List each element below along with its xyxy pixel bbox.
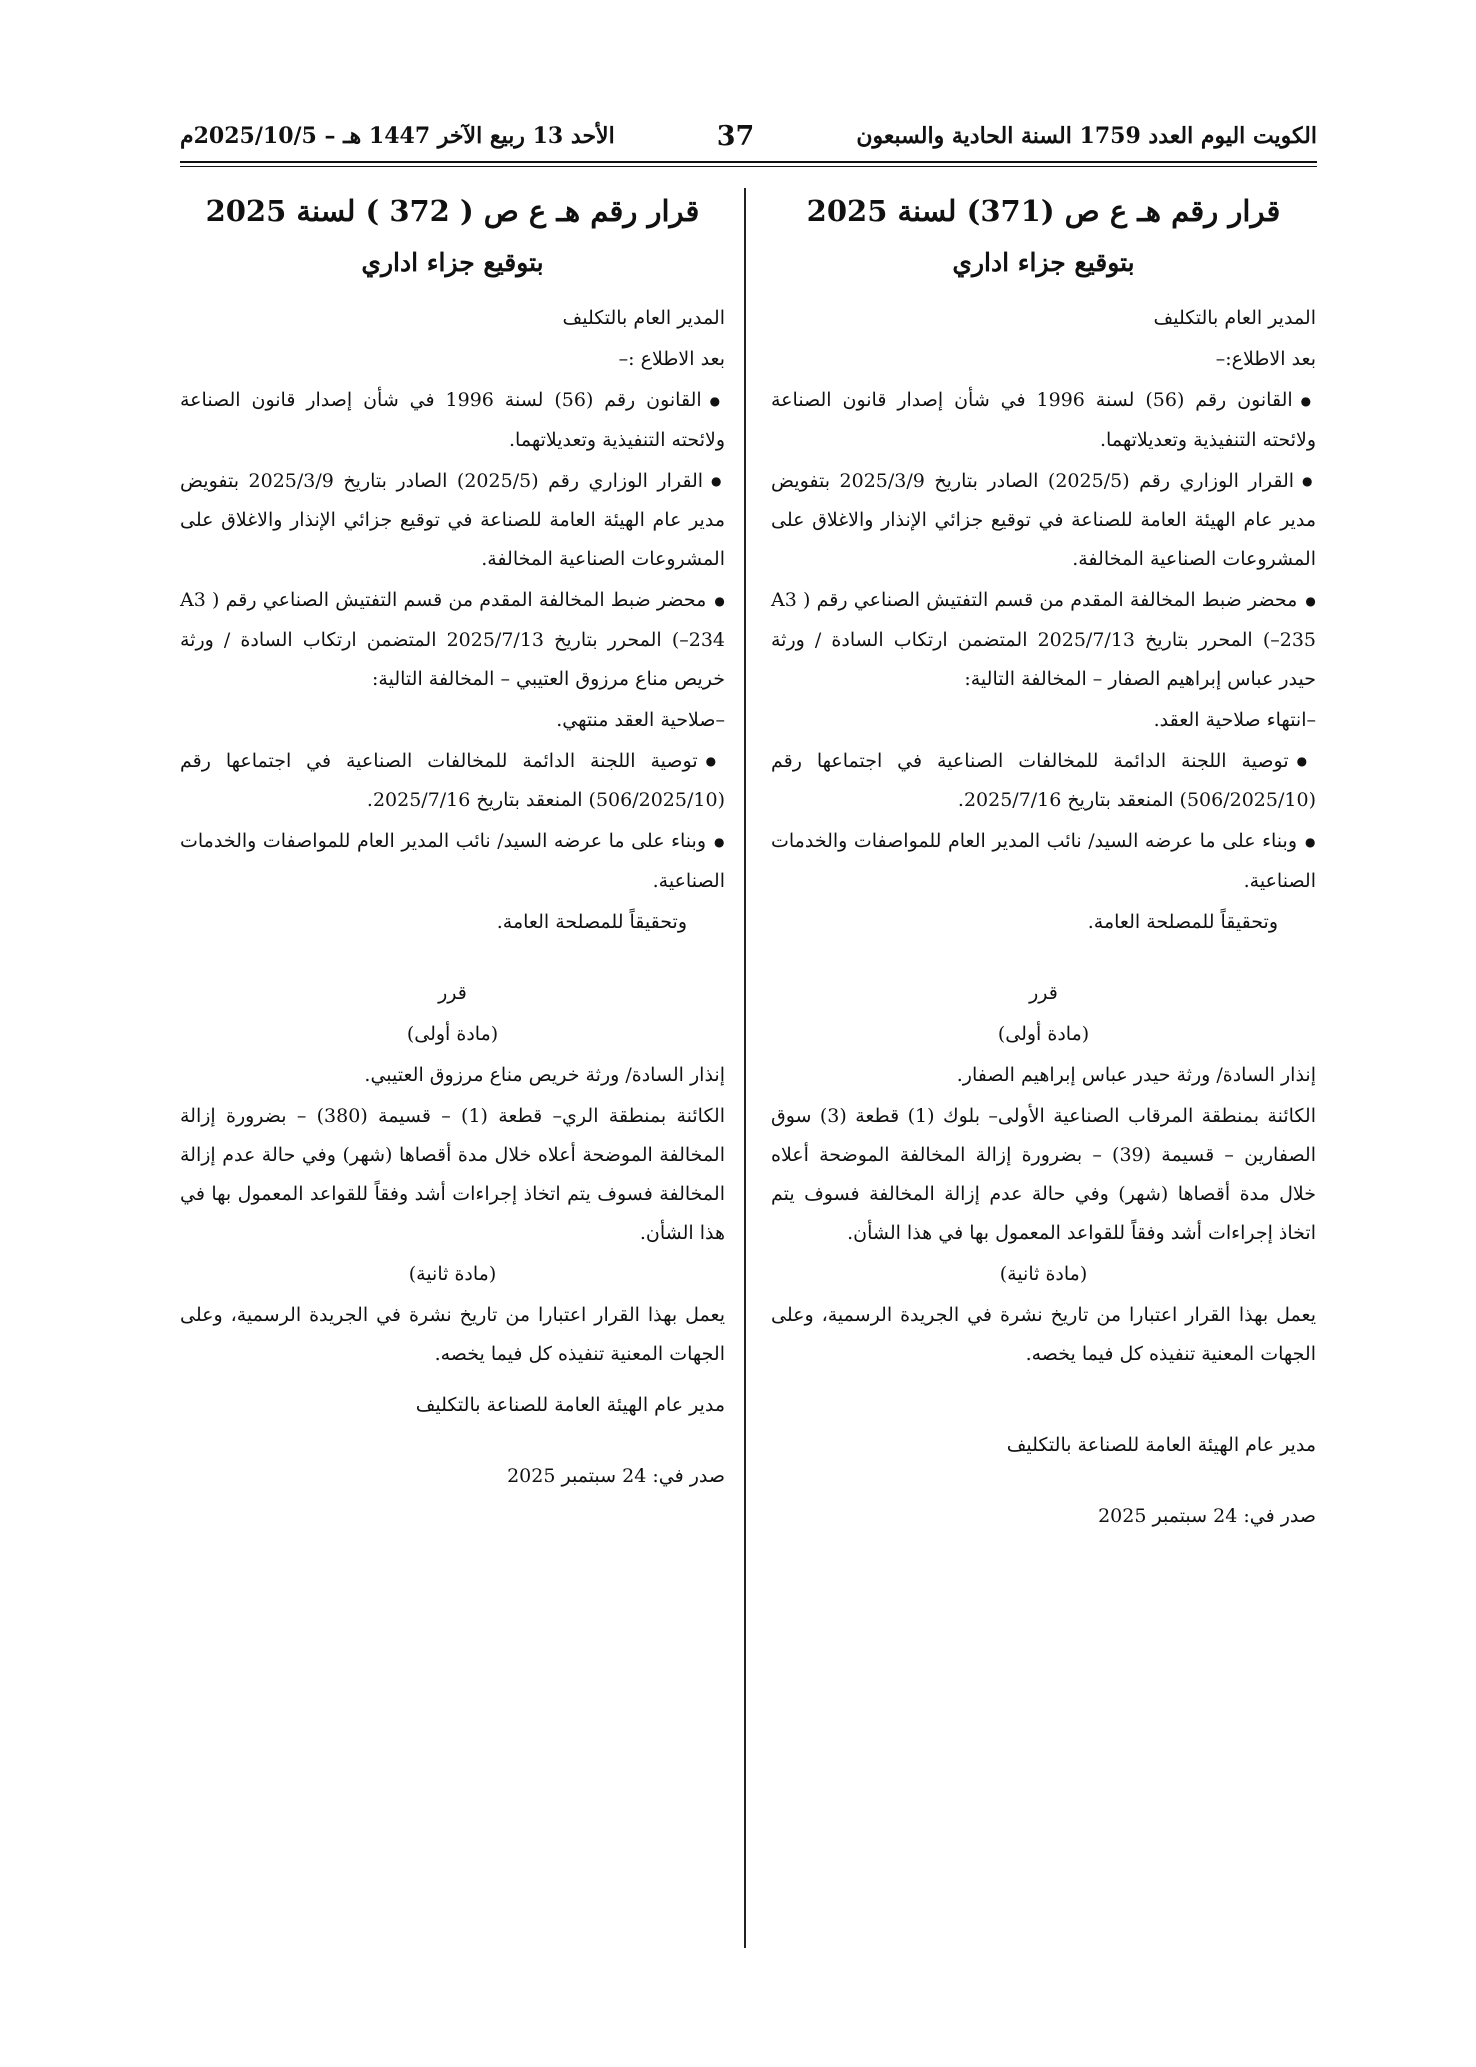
signature: مدير عام الهيئة العامة للصناعة بالتكليف <box>1006 1433 1316 1456</box>
page-header <box>180 118 1317 154</box>
decision-372 <box>180 188 725 1498</box>
issue-date: صدر في: 24 سبتمبر 2025 <box>1098 1504 1316 1527</box>
reference-item: ● محضر ضبط المخالفة المقدم من قسم التفتيش الصناعي رقم ( A3 235–) المحرر بتاريخ 2025/7/13 المتضمن ارتكاب السادة / ورثة حيدر عباس إبراهيم الصفار – المخالفة التالية: <box>771 581 1316 699</box>
intro: بعد الاطلاع:– <box>1215 348 1316 370</box>
header-rule-thin <box>180 166 1317 167</box>
decided-heading: قرر <box>438 981 467 1004</box>
header-date: الأحد 13 ربيع الآخر 1447 هـ – 2025/10/5م <box>180 123 615 149</box>
article-1-heading: (مادة أولى) <box>997 1022 1090 1045</box>
decision-subtitle: بتوقيع جزاء اداري <box>361 248 544 277</box>
decision-title: قرار رقم هـ ع ص ( 372 ) لسنة 2025 <box>205 194 700 228</box>
reference-item: ● توصية اللجنة الدائمة للمخالفات الصناعية في اجتماعها رقم (506/2025/10) المنعقد بتاريخ 2025/7/16. <box>180 742 725 821</box>
reference-item: ● القرار الوزاري رقم (2025/5) الصادر بتاريخ 2025/3/9 بتفويض مدير عام الهيئة العامة للصناعة في توقيع جزائي الإنذار والاغلاق على المشروعات الصناعية المخالفة. <box>771 462 1316 580</box>
reference-item: ● وبناء على ما عرضه السيد/ نائب المدير العام للمواصفات والخدمات الصناعية. <box>180 822 725 901</box>
article-1-heading: (مادة أولى) <box>406 1022 499 1045</box>
article-1-text: إنذار السادة/ ورثة حيدر عباس إبراهيم الصفار. <box>956 1063 1316 1086</box>
decision-371 <box>771 188 1316 1538</box>
article-2-heading: (مادة ثانية) <box>999 1262 1088 1285</box>
decision-subtitle: بتوقيع جزاء اداري <box>952 248 1135 277</box>
issuer: المدير العام بالتكليف <box>562 307 725 329</box>
signature: مدير عام الهيئة العامة للصناعة بالتكليف <box>415 1393 725 1416</box>
article-2-text: يعمل بهذا القرار اعتبارا من تاريخ نشرة في الجريدة الرسمية، وعلى الجهات المعنية تنفيذه كل فيما يخصه. <box>771 1303 1316 1365</box>
intro: بعد الاطلاع :– <box>618 348 725 370</box>
public-interest: وتحقيقاً للمصلحة العامة. <box>496 910 687 933</box>
public-interest: وتحقيقاً للمصلحة العامة. <box>1087 910 1278 933</box>
article-1-text: الكائنة بمنطقة الري– قطعة (1) – قسيمة (380) – بضرورة إزالة المخالفة الموضحة أعلاه خلال مدة أقصاها (شهر) وفي حالة عدم إزالة المخالفة فسوف يتم اتخاذ إجراءات أشد وفقاً للقواعد المعمول بها في هذا الشأن. <box>180 1104 726 1244</box>
issuer: المدير العام بالتكليف <box>1153 307 1316 329</box>
column-divider <box>744 188 746 1948</box>
article-2-text: يعمل بهذا القرار اعتبارا من تاريخ نشرة في الجريدة الرسمية، وعلى الجهات المعنية تنفيذه كل فيما يخصه. <box>180 1303 725 1365</box>
header-gazette-info: الكويت اليوم العدد 1759 السنة الحادية والسبعون <box>856 123 1317 149</box>
violation: – انتهاء صلاحية العقد. <box>771 701 1316 740</box>
reference-item: ● وبناء على ما عرضه السيد/ نائب المدير العام للمواصفات والخدمات الصناعية. <box>771 822 1316 901</box>
issue-date: صدر في: 24 سبتمبر 2025 <box>507 1464 725 1487</box>
reference-item: ● القانون رقم (56) لسنة 1996 في شأن إصدار قانون الصناعة ولائحته التنفيذية وتعديلاتهما. <box>180 381 725 460</box>
reference-item: ● توصية اللجنة الدائمة للمخالفات الصناعية في اجتماعها رقم (506/2025/10) المنعقد بتاريخ 2025/7/16. <box>771 742 1316 821</box>
decision-title: قرار رقم هـ ع ص (371) لسنة 2025 <box>806 194 1281 228</box>
reference-item: ● محضر ضبط المخالفة المقدم من قسم التفتيش الصناعي رقم ( A3 234–) المحرر بتاريخ 2025/7/13 المتضمن ارتكاب السادة / ورثة خريص مناع مرزوق العتيبي – المخالفة التالية: <box>180 581 725 699</box>
article-1-text: الكائنة بمنطقة المرقاب الصناعية الأولى– بلوك (1) قطعة (3) سوق الصفارين – قسيمة (39) – بضرورة إزالة المخالفة الموضحة أعلاه خلال مدة أقصاها (شهر) وفي حالة عدم إزالة المخالفة فسوف يتم اتخاذ إجراءات أشد وفقاً للقواعد المعمول بها في هذا الشأن. <box>771 1104 1316 1244</box>
header-rule <box>180 161 1317 163</box>
article-2-heading: (مادة ثانية) <box>408 1262 497 1285</box>
violation: – صلاحية العقد منتهي. <box>180 701 725 740</box>
reference-item: ● القرار الوزاري رقم (2025/5) الصادر بتاريخ 2025/3/9 بتفويض مدير عام الهيئة العامة للصناعة في توقيع جزائي الإنذار والاغلاق على المشروعات الصناعية المخالفة. <box>180 462 725 580</box>
page-number: 37 <box>716 120 755 152</box>
decided-heading: قرر <box>1029 981 1058 1004</box>
reference-item: ● القانون رقم (56) لسنة 1996 في شأن إصدار قانون الصناعة ولائحته التنفيذية وتعديلاتهما. <box>771 381 1316 460</box>
article-1-text: إنذار السادة/ ورثة خريص مناع مرزوق العتيبي. <box>364 1063 725 1086</box>
